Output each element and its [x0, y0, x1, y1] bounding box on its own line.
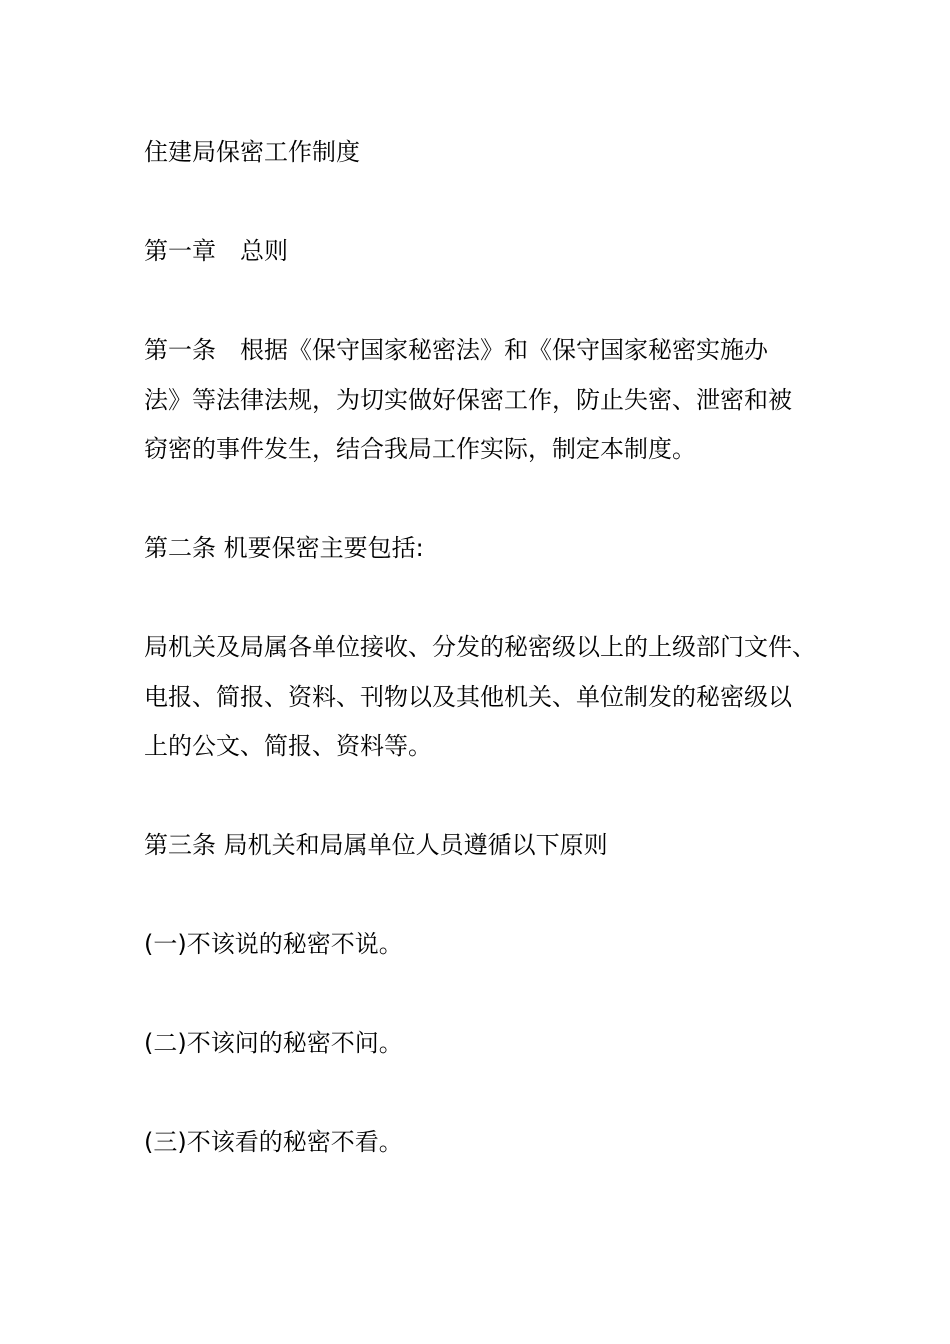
chapter-name: 总则	[240, 237, 288, 265]
article-2-number: 第二条	[144, 534, 216, 562]
article-3-heading	[144, 821, 834, 871]
article-3-item-1: (一)不该说的秘密不说。	[144, 930, 403, 958]
article-2-content	[144, 623, 834, 772]
article-1-text-1: 根据《保守国家秘密法》和《保守国家秘密实施办	[240, 336, 768, 364]
article-3-text: 局机关和局属单位人员遵循以下原则	[223, 831, 608, 859]
chapter-number: 第一章	[144, 237, 216, 265]
article-1-line-2: 法》等法律法规，为切实做好保密工作，防止失密、泄密和被	[144, 385, 792, 414]
article-2-heading	[144, 524, 834, 574]
article-3-item-3: (三)不该看的秘密不看。	[144, 1128, 403, 1156]
article-1-line-3: 窃密的事件发生，结合我局工作实际，制定本制度。	[144, 435, 696, 463]
article-1-number: 第一条	[144, 336, 216, 364]
article-1	[144, 326, 834, 475]
article-2-content-line-3: 上的公文、简报、资料等。	[144, 732, 432, 760]
article-2-content-line-1: 局机关及局属各单位接收、分发的秘密级以上的上级部门文件、	[144, 633, 816, 661]
article-3-item-2: (二)不该问的秘密不问。	[144, 1029, 403, 1057]
document-body	[144, 128, 834, 1168]
chapter-heading	[144, 227, 834, 277]
article-2-content-line-2: 电报、简报、资料、刊物以及其他机关、单位制发的秘密级以	[144, 682, 792, 711]
article-3-number: 第三条	[144, 831, 216, 859]
article-2-text: 机要保密主要包括:	[223, 534, 424, 562]
article-1-line-1	[144, 326, 834, 376]
title-text: 住建局保密工作制度	[144, 138, 360, 166]
document-title	[144, 128, 834, 178]
